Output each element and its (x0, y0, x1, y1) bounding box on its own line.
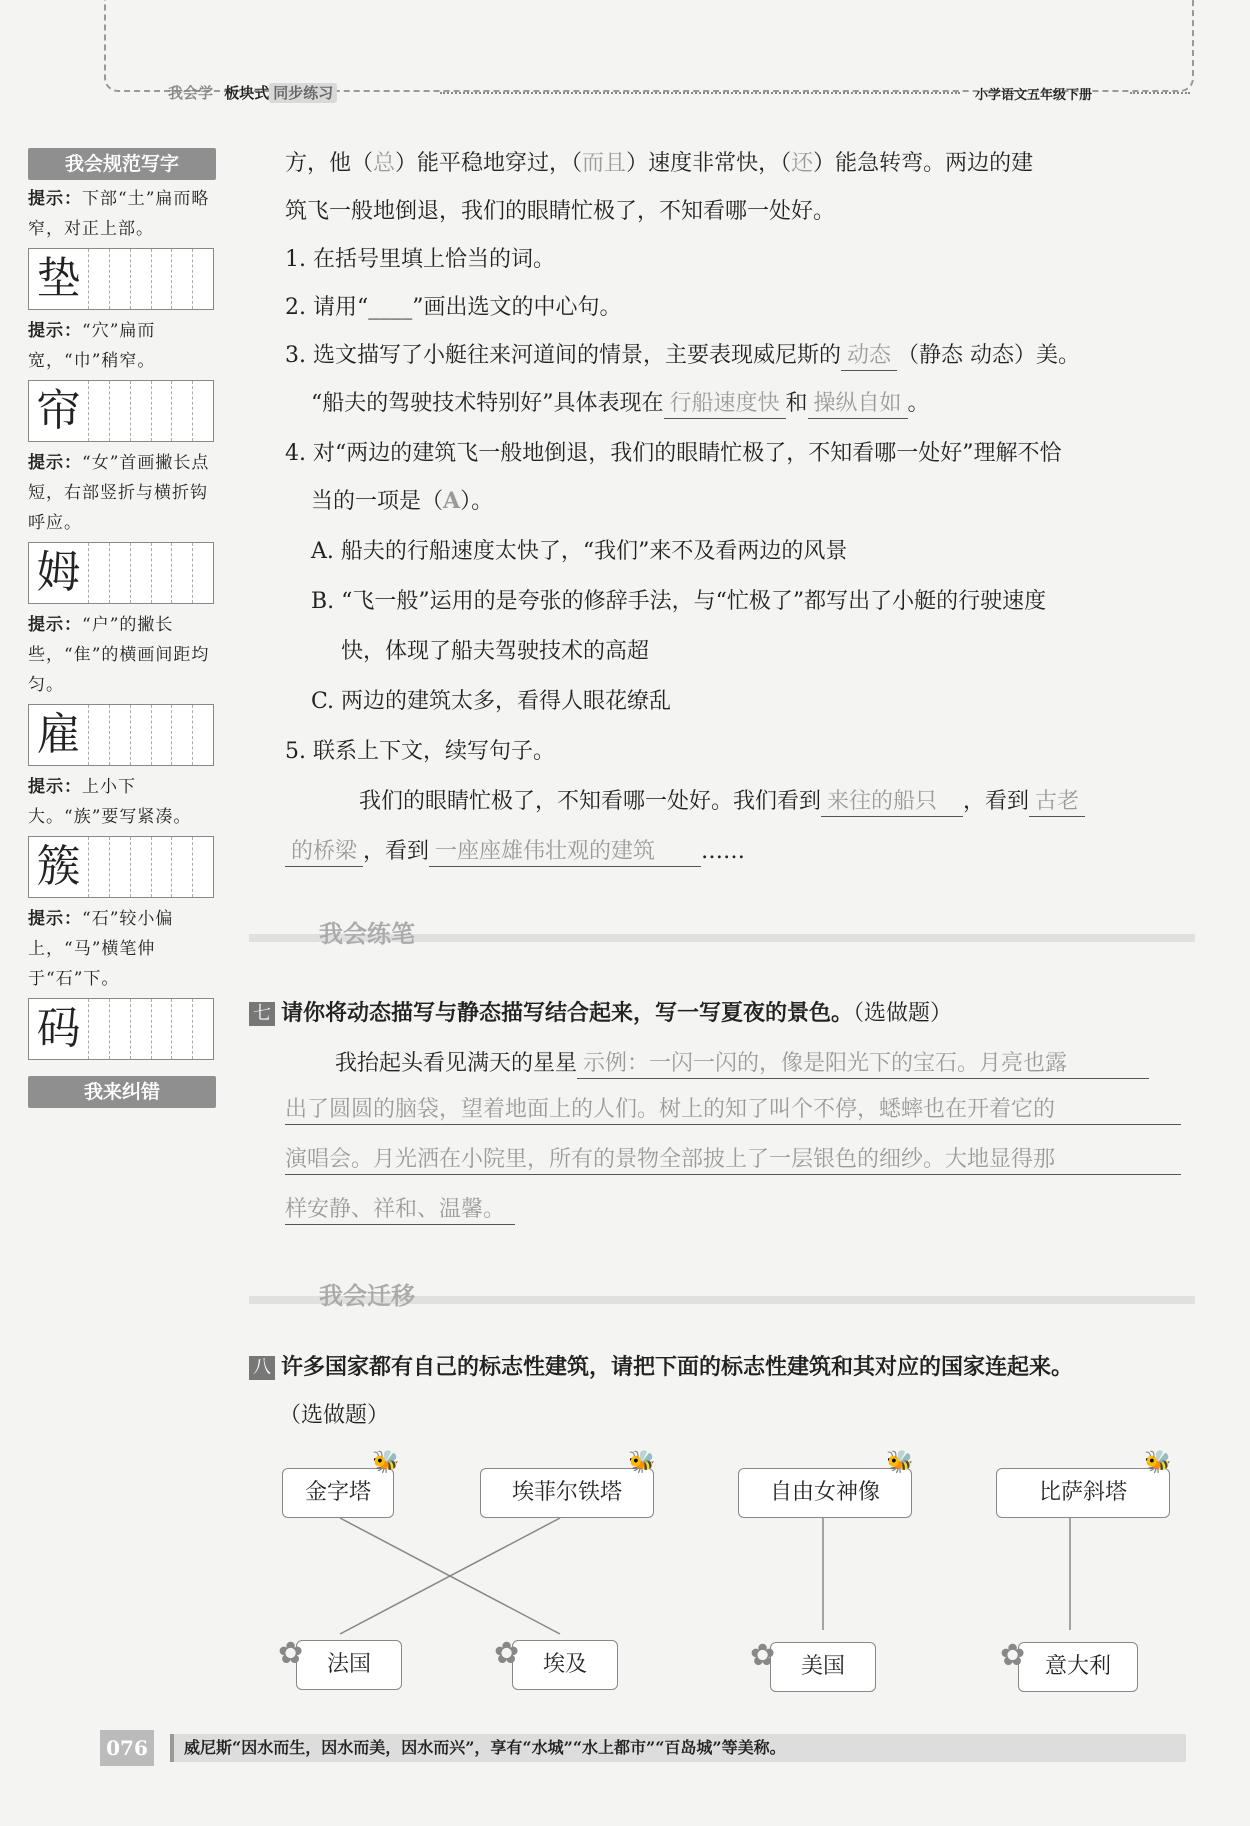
question-5-line-1: 我们的眼睛忙极了，不知看哪一处好。我们看到 来往的船只 ，看到 古老 (359, 784, 1085, 817)
country-france[interactable]: 法国 (296, 1640, 402, 1690)
header-divider (440, 92, 960, 94)
practice-question: 七 请你将动态描写与静态描写结合起来，写一写夏夜的景色。（选做题） (249, 996, 952, 1027)
writing-grid-1[interactable] (28, 248, 214, 310)
header-book: 小学语文五年级下册 (975, 88, 1093, 103)
model-char: 垫 (29, 249, 89, 309)
answer-blank[interactable]: 古老 (1029, 788, 1085, 817)
answer-line[interactable]: 样安静、祥和、温馨。 (285, 1196, 515, 1225)
page-number: 076 (100, 1730, 154, 1766)
bee-icon: 🐝 (372, 1450, 400, 1475)
question-4-cont: 当的一项是（A）。 (311, 488, 494, 514)
bee-icon: 🐝 (628, 1450, 656, 1475)
country-usa[interactable]: 美国 (770, 1642, 876, 1692)
footer-note: 威尼斯“因水而生，因水而美，因水而兴”，享有“水城”“水上都市”“百岛城”等美称。 (170, 1734, 1186, 1762)
answer-blank[interactable]: 而且 (582, 151, 627, 176)
hint-6: 提示：“石”较小偏上，“马”横笔伸于“石”下。 (28, 909, 174, 989)
hint-1: 提示：下部“土”扁而略窄，对正上部。 (28, 189, 210, 239)
main-content (253, 140, 1195, 1700)
passage-line-2: 筑飞一般地倒退，我们的眼睛忙极了，不知看哪一处好。 (285, 199, 836, 224)
question-5-line-2: 的桥梁 ，看到 一座座雄伟壮观的建筑 …… (285, 834, 745, 867)
sidebar-title: 我会规范写字 (28, 148, 216, 180)
building-eiffel[interactable]: 埃菲尔铁塔 (480, 1468, 654, 1518)
practice-line-4 (285, 1196, 515, 1225)
writing-sidebar (28, 148, 216, 1108)
model-char: 雇 (29, 705, 89, 765)
bee-icon: 🐝 (1144, 1450, 1172, 1475)
question-1: 1. 在括号里填上恰当的词。 (285, 247, 555, 272)
transfer-optional: （选做题） (279, 1403, 390, 1428)
answer-blank[interactable]: 总 (373, 151, 396, 176)
answer-blank[interactable]: 的桥梁 (285, 838, 363, 867)
answer-blank[interactable]: A (443, 488, 461, 514)
model-char: 码 (29, 999, 89, 1059)
bee-icon: 🐝 (886, 1450, 914, 1475)
transfer-question: 八 许多国家都有自己的标志性建筑，请把下面的标志性建筑和其对应的国家连起来。 (249, 1350, 1073, 1381)
answer-blank[interactable]: 操纵自如 (808, 390, 908, 419)
hint-4: 提示：“户”的撇长些，“隹”的横画间距均匀。 (28, 615, 210, 695)
flower-icon: ✿ (278, 1636, 304, 1671)
hint-2: 提示：“穴”扁而宽，“巾”稍窄。 (28, 321, 156, 371)
flower-icon: ✿ (750, 1638, 776, 1673)
flower-icon: ✿ (1000, 1638, 1026, 1673)
answer-blank[interactable]: 行船速度快 (664, 390, 786, 419)
section-practice: 我会练笔 (249, 914, 1195, 942)
question-mark: 八 (249, 1356, 275, 1380)
hint-3: 提示：“女”首画撇长点短，右部竖折与横折钩呼应。 (28, 453, 210, 533)
flower-icon: ✿ (494, 1636, 520, 1671)
model-char: 帘 (29, 381, 89, 441)
question-2: 2. 请用“____”画出选文的中心句。 (285, 295, 622, 320)
question-mark: 七 (249, 1002, 275, 1026)
hint-5: 提示：上小下大。“族”要写紧凑。 (28, 777, 192, 827)
answer-blank[interactable]: 还 (791, 151, 814, 176)
writing-grid-6[interactable] (28, 998, 214, 1060)
page-footer (100, 1730, 1190, 1766)
building-pisa[interactable]: 比萨斜塔 (996, 1468, 1170, 1518)
writing-grid-2[interactable] (28, 380, 214, 442)
model-char: 姆 (29, 543, 89, 603)
question-3: 3. 选文描写了小艇往来河道间的情景，主要表现威尼斯的 动态 （静态 动态）美。 (285, 338, 1080, 371)
passage-line-1: 方，他（总）能平稳地穿过，（而且）速度非常快，（还）能急转弯。两边的建 (285, 151, 1034, 176)
option-b-cont: 快，体现了船夫驾驶技术的高超 (341, 639, 650, 664)
section-transfer: 我会迁移 (249, 1276, 1195, 1304)
answer-line[interactable]: 示例：一闪一闪的，像是阳光下的宝石。月亮也露 (577, 1050, 1149, 1079)
question-5: 5. 联系上下文，续写句子。 (285, 739, 555, 764)
header-divider-right (1130, 92, 1190, 94)
answer-line[interactable]: 出了圆圆的脑袋，望着地面上的人们。树上的知了叫个不停，蟋蟀也在开着它的 (285, 1096, 1181, 1125)
writing-grid-3[interactable] (28, 542, 214, 604)
answer-blank[interactable]: 动态 (841, 342, 897, 371)
country-italy[interactable]: 意大利 (1018, 1642, 1138, 1692)
option-c: C. 两边的建筑太多，看得人眼花缭乱 (311, 689, 672, 714)
building-pyramid[interactable]: 金字塔 (282, 1468, 394, 1518)
correct-title: 我来纠错 (28, 1076, 216, 1108)
writing-grid-4[interactable] (28, 704, 214, 766)
header-brand: 我会学 板块式 同步练习 (168, 82, 337, 103)
option-b: B. “飞一般”运用的是夸张的修辞手法，与“忙极了”都写出了小艇的行驶速度 (311, 589, 1047, 614)
question-3-detail: “船夫的驾驶技术特别好”具体表现在 行船速度快 和 操纵自如 。 (311, 386, 930, 419)
header-frame (104, 0, 1194, 92)
writing-grid-5[interactable] (28, 836, 214, 898)
question-4: 4. 对“两边的建筑飞一般地倒退，我们的眼睛忙极了，不知看哪一处好”理解不恰 (285, 441, 1062, 466)
country-egypt[interactable]: 埃及 (512, 1640, 618, 1690)
answer-blank[interactable]: 来往的船只 (821, 788, 963, 817)
practice-line-2 (285, 1096, 1181, 1125)
model-char: 簇 (29, 837, 89, 897)
option-a: A. 船夫的行船速度太快了，“我们”来不及看两边的风景 (311, 539, 848, 564)
answer-line[interactable]: 演唱会。月光洒在小院里，所有的景物全部披上了一层银色的细纱。大地显得那 (285, 1146, 1181, 1175)
building-liberty[interactable]: 自由女神像 (738, 1468, 912, 1518)
practice-line-3 (285, 1146, 1181, 1175)
practice-line-1: 我抬起头看见满天的星星 示例：一闪一闪的，像是阳光下的宝石。月亮也露 (335, 1046, 1149, 1079)
answer-blank[interactable]: 一座座雄伟壮观的建筑 (429, 838, 701, 867)
